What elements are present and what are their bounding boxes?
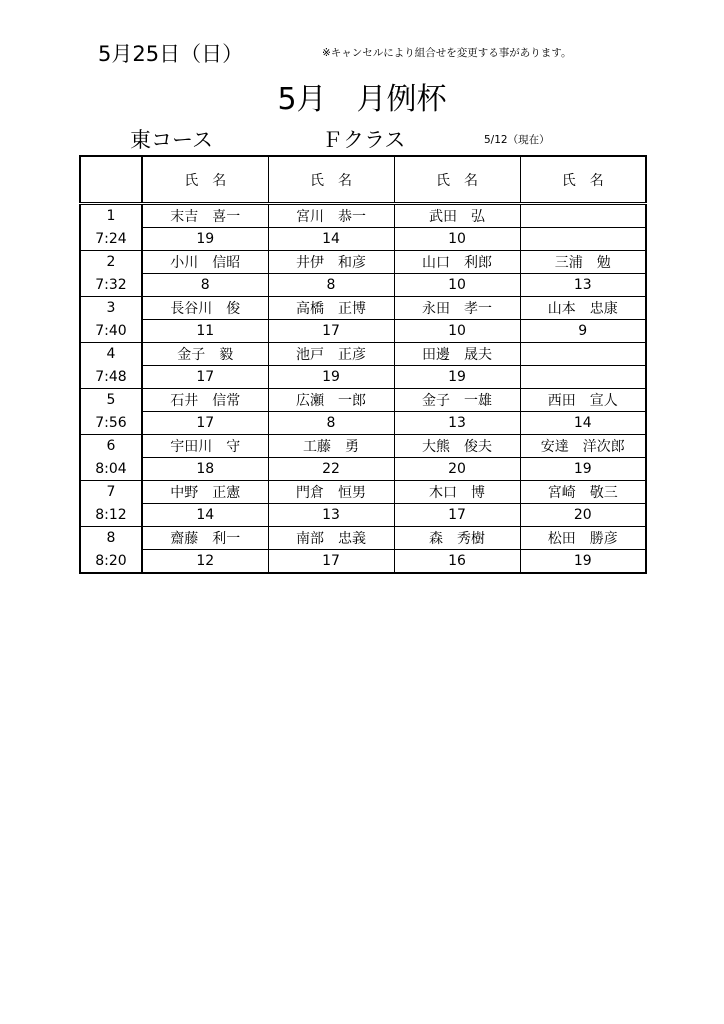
player-name: 工藤 勇 <box>268 435 394 458</box>
group-name-row <box>80 343 646 366</box>
player-name: 石井 信常 <box>142 389 268 412</box>
tee-time: 7:32 <box>80 274 142 297</box>
group-number: 5 <box>80 389 142 412</box>
tee-time: 7:56 <box>80 412 142 435</box>
header-row <box>80 156 646 204</box>
player-name: 松田 勝彦 <box>520 527 646 550</box>
player-score: 17 <box>394 504 520 527</box>
player-name: 井伊 和彦 <box>268 251 394 274</box>
player-score: 22 <box>268 458 394 481</box>
as-of-date: 5/12（現在） <box>484 134 550 146</box>
group-number: 1 <box>80 204 142 228</box>
group-score-row <box>80 458 646 481</box>
player-name: 山口 利郎 <box>394 251 520 274</box>
player-score: 19 <box>394 366 520 389</box>
player-name: 門倉 恒男 <box>268 481 394 504</box>
player-score: 19 <box>520 550 646 574</box>
header-corner-cell <box>80 156 142 204</box>
group-number: 3 <box>80 297 142 320</box>
cancellation-notice: ※キャンセルにより組合せを変更する事があります。 <box>322 47 572 59</box>
group-score-row <box>80 274 646 297</box>
name-column-header: 氏 名 <box>142 156 268 204</box>
player-name: 宮川 恭一 <box>268 204 394 228</box>
player-name: 宮崎 敬三 <box>520 481 646 504</box>
pairing-table <box>79 155 647 574</box>
player-name: 齋藤 利一 <box>142 527 268 550</box>
tee-time: 7:40 <box>80 320 142 343</box>
group-score-row <box>80 320 646 343</box>
player-score: 14 <box>268 228 394 251</box>
group-name-row <box>80 251 646 274</box>
name-column-header: 氏 名 <box>394 156 520 204</box>
player-score: 17 <box>142 412 268 435</box>
player-name <box>520 204 646 228</box>
player-score: 14 <box>520 412 646 435</box>
player-score: 20 <box>394 458 520 481</box>
event-date: 5月25日（日） <box>98 42 244 66</box>
player-score: 17 <box>268 550 394 574</box>
group-name-row <box>80 204 646 228</box>
player-score: 10 <box>394 274 520 297</box>
player-name: 宇田川 守 <box>142 435 268 458</box>
tee-time: 7:48 <box>80 366 142 389</box>
player-score: 16 <box>394 550 520 574</box>
player-score: 10 <box>394 228 520 251</box>
player-name <box>520 343 646 366</box>
player-name: 安達 洋次郎 <box>520 435 646 458</box>
player-score: 19 <box>268 366 394 389</box>
group-number: 6 <box>80 435 142 458</box>
player-name: 広瀬 一郎 <box>268 389 394 412</box>
group-score-row <box>80 504 646 527</box>
player-score: 9 <box>520 320 646 343</box>
group-name-row <box>80 297 646 320</box>
player-name: 金子 一雄 <box>394 389 520 412</box>
group-name-row <box>80 527 646 550</box>
player-name: 末吉 喜一 <box>142 204 268 228</box>
tee-time: 8:04 <box>80 458 142 481</box>
player-score: 14 <box>142 504 268 527</box>
player-score: 8 <box>268 412 394 435</box>
player-score: 10 <box>394 320 520 343</box>
group-score-row <box>80 412 646 435</box>
group-number: 2 <box>80 251 142 274</box>
player-name: 西田 宣人 <box>520 389 646 412</box>
page-title: 5月 月例杯 <box>277 82 447 117</box>
group-number: 7 <box>80 481 142 504</box>
course-name: 東コース <box>130 128 213 152</box>
name-column-header: 氏 名 <box>520 156 646 204</box>
player-score <box>520 366 646 389</box>
group-number: 4 <box>80 343 142 366</box>
tee-time: 8:20 <box>80 550 142 574</box>
player-name: 小川 信昭 <box>142 251 268 274</box>
group-score-row <box>80 550 646 574</box>
tee-time: 7:24 <box>80 228 142 251</box>
player-name: 大熊 俊夫 <box>394 435 520 458</box>
group-name-row <box>80 389 646 412</box>
player-name: 永田 孝一 <box>394 297 520 320</box>
player-score: 13 <box>268 504 394 527</box>
player-name: 山本 忠康 <box>520 297 646 320</box>
player-name: 南部 忠義 <box>268 527 394 550</box>
group-score-row <box>80 366 646 389</box>
name-column-header: 氏 名 <box>268 156 394 204</box>
player-name: 金子 毅 <box>142 343 268 366</box>
player-name: 高橋 正博 <box>268 297 394 320</box>
player-score: 20 <box>520 504 646 527</box>
player-score: 13 <box>520 274 646 297</box>
player-score <box>520 228 646 251</box>
player-name: 森 秀樹 <box>394 527 520 550</box>
tee-time: 8:12 <box>80 504 142 527</box>
player-score: 8 <box>268 274 394 297</box>
player-name: 田邊 晟夫 <box>394 343 520 366</box>
class-name: Ｆクラス <box>322 128 406 152</box>
player-score: 19 <box>520 458 646 481</box>
player-score: 17 <box>268 320 394 343</box>
player-score: 17 <box>142 366 268 389</box>
player-score: 13 <box>394 412 520 435</box>
group-score-row <box>80 228 646 251</box>
player-score: 19 <box>142 228 268 251</box>
player-score: 11 <box>142 320 268 343</box>
group-name-row <box>80 481 646 504</box>
player-score: 18 <box>142 458 268 481</box>
player-score: 8 <box>142 274 268 297</box>
group-number: 8 <box>80 527 142 550</box>
group-name-row <box>80 435 646 458</box>
player-name: 武田 弘 <box>394 204 520 228</box>
player-name: 中野 正憲 <box>142 481 268 504</box>
player-name: 木口 博 <box>394 481 520 504</box>
player-name: 三浦 勉 <box>520 251 646 274</box>
player-score: 12 <box>142 550 268 574</box>
player-name: 池戸 正彦 <box>268 343 394 366</box>
player-name: 長谷川 俊 <box>142 297 268 320</box>
